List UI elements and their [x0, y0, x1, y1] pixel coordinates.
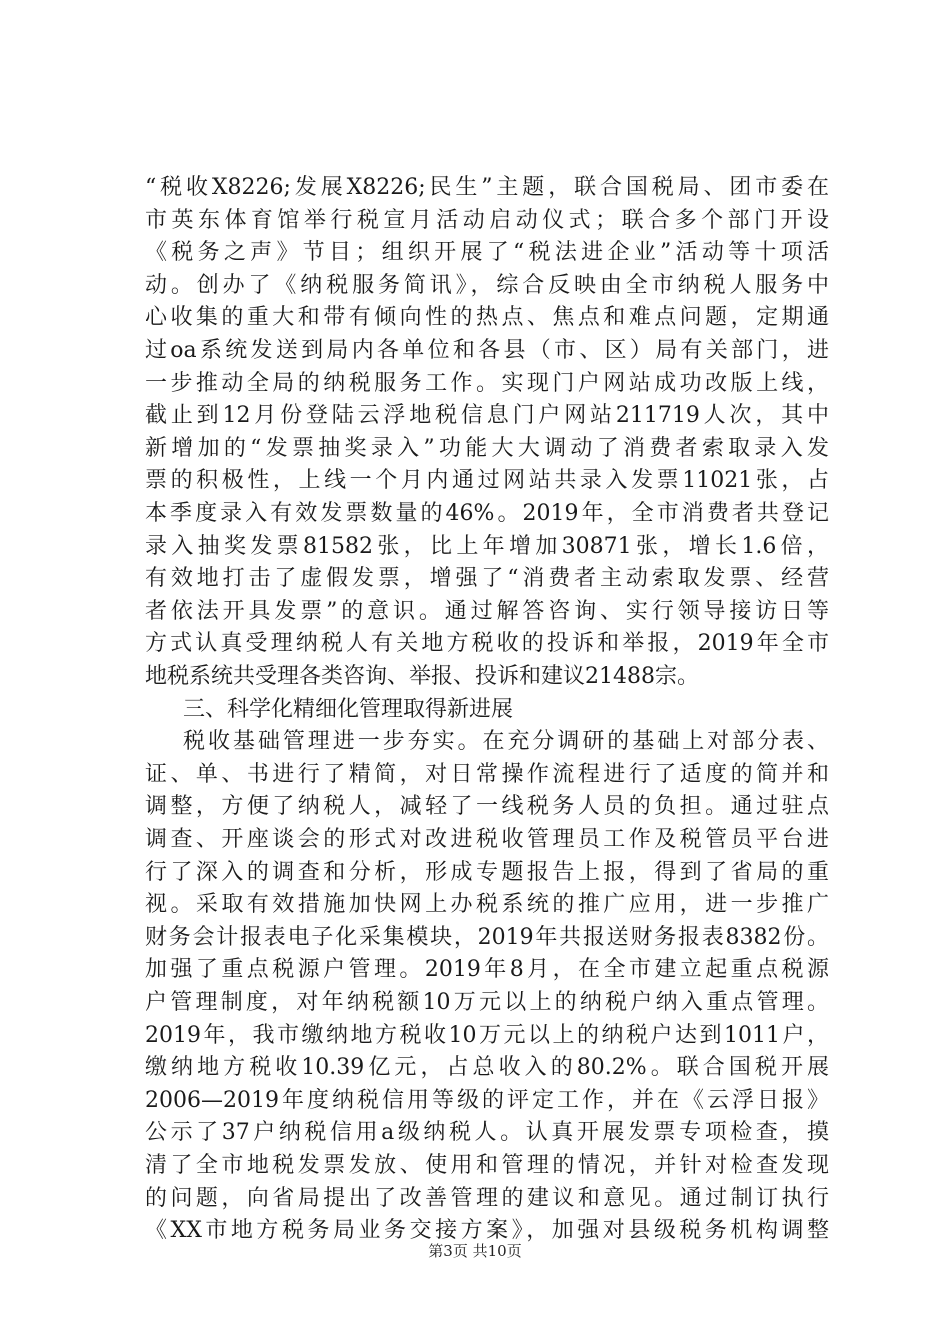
text-line: 调整，方便了纳税人，减轻了一线税务人员的负担。通过驻点	[145, 794, 829, 819]
text-line: 新增加的“发票抽奖录入”功能大大调动了消费者索取录入发	[145, 436, 829, 461]
text-line: 一步推动全局的纳税服务工作。实现门户网站成功改版上线，	[145, 371, 829, 396]
text-line: 调查、开座谈会的形式对改进税收管理员工作及税管员平台进	[145, 827, 829, 852]
text-line: 缴纳地方税收10.39亿元，占总收入的80.2%。联合国税开展	[145, 1055, 829, 1080]
text-line: 心收集的重大和带有倾向性的热点、焦点和难点问题，定期通	[145, 305, 829, 330]
text-line: 公示了37户纳税信用a级纳税人。认真开展发票专项检查，摸	[145, 1120, 829, 1145]
text-line: 有效地打击了虚假发票，增强了“消费者主动索取发票、经营	[145, 566, 829, 591]
text-line: 清了全市地税发票发放、使用和管理的情况，并针对检查发现	[145, 1153, 829, 1178]
text-line: 财务会计报表电子化采集模块，2019年共报送财务报表8382份。	[145, 925, 829, 950]
text-line: 加强了重点税源户管理。2019年8月，在全市建立起重点税源	[145, 957, 829, 982]
page-number-footer: 第3页 共10页	[428, 1242, 522, 1260]
text-line: 的问题，向省局提出了改善管理的建议和意见。通过制订执行	[145, 1186, 829, 1211]
text-line: 方式认真受理纳税人有关地方税收的投诉和举报，2019年全市	[145, 631, 829, 656]
text-line: 动。创办了《纳税服务简讯》，综合反映由全市纳税人服务中	[145, 273, 829, 298]
text-line: 户管理制度，对年纳税额10万元以上的纳税户纳入重点管理。	[145, 990, 829, 1015]
text-line: 录入抽奖发票81582张，比上年增加30871张，增长1.6倍，	[145, 534, 829, 559]
text-line: “税收X8226;发展X8226;民生”主题，联合国税局、团市委在	[145, 175, 829, 200]
text-line: 行了深入的调查和分析，形成专题报告上报，得到了省局的重	[145, 860, 829, 885]
text-line: 过oa系统发送到局内各单位和各县（市、区）局有关部门，进	[145, 338, 829, 363]
text-line: 本季度录入有效发票数量的46%。2019年，全市消费者共登记	[145, 501, 829, 526]
section-heading: 三、科学化精细化管理取得新进展	[183, 697, 514, 722]
text-line: 票的积极性，上线一个月内通过网站共录入发票11021张，占	[145, 468, 829, 493]
text-line: 证、单、书进行了精简，对日常操作流程进行了适度的简并和	[145, 762, 829, 787]
text-line: 市英东体育馆举行税宣月活动启动仪式；联合多个部门开设	[145, 208, 829, 233]
text-line: 《XX市地方税务局业务交接方案》，加强对县级税务机构调整	[145, 1218, 829, 1243]
text-line: 截止到12月份登陆云浮地税信息门户网站211719人次，其中	[145, 403, 829, 428]
text-line: 2006—2019年度纳税信用等级的评定工作，并在《云浮日报》	[145, 1088, 829, 1113]
text-line: 地税系统共受理各类咨询、举报、投诉和建议21488宗。	[145, 664, 699, 689]
text-line: 《税务之声》节目；组织开展了“税法进企业”活动等十项活	[145, 240, 829, 265]
text-line: 视。采取有效措施加快网上办税系统的推广应用，进一步推广	[145, 892, 829, 917]
text-line: 者依法开具发票”的意识。通过解答咨询、实行领导接访日等	[145, 599, 829, 624]
text-line: 税收基础管理进一步夯实。在充分调研的基础上对部分表、	[183, 729, 829, 754]
text-line: 2019年，我市缴纳地方税收10万元以上的纳税户达到1011户，	[145, 1023, 829, 1048]
